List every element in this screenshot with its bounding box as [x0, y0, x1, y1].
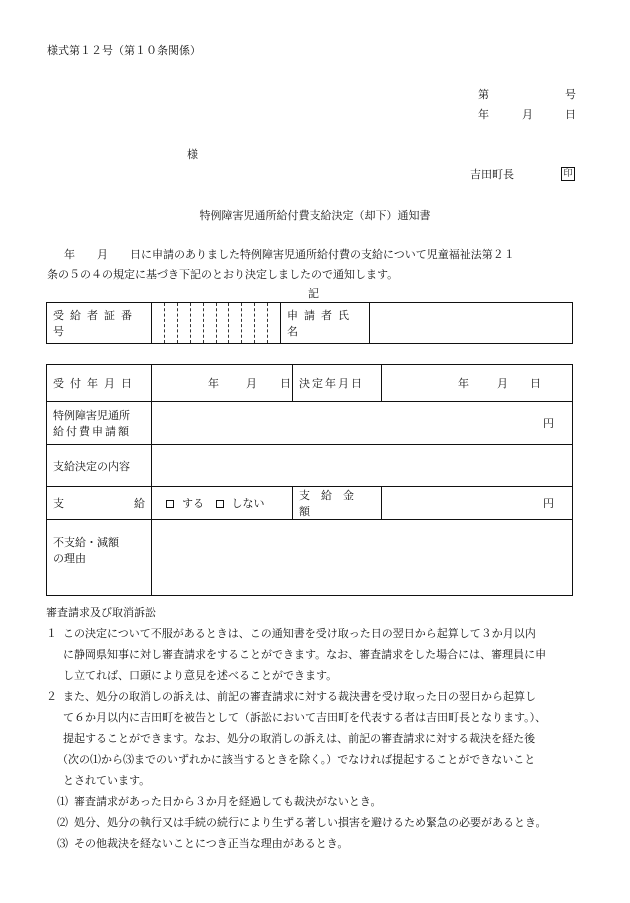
decision-date-field[interactable]: [382, 365, 573, 402]
appeal-item-1: ⑴ 審査請求があった日から３か月を経過しても裁決がないとき。: [57, 795, 382, 808]
appeal-p2-line-2: て６か月以内に吉田町を被告として（訴訟において吉田町を代表する者は吉田町長となります。）、: [63, 711, 547, 724]
ki-mark: 記: [308, 287, 319, 300]
received-date-label: 受付年月日: [47, 365, 152, 402]
yen-unit: 円: [543, 417, 554, 430]
issue-month: 月: [522, 108, 533, 121]
decision-content-label: 支給決定の内容: [47, 445, 152, 487]
number-prefix: 第: [478, 88, 489, 101]
payment-yes-checkbox[interactable]: [166, 500, 174, 508]
applicant-name-field[interactable]: [370, 303, 573, 344]
appeal-heading: 審査請求及び取消訴訟: [46, 606, 156, 619]
payment-label: 支 給: [47, 487, 152, 520]
payment-yes-label: する: [182, 497, 204, 510]
decision-month: 月: [497, 377, 508, 390]
received-date-field[interactable]: [152, 365, 293, 402]
decision-content-field[interactable]: [152, 445, 573, 487]
applicant-label: 申請者氏名: [281, 303, 370, 344]
addressee: 様: [187, 148, 198, 161]
claim-amount-label: 特例障害児通所 給付費申請額: [47, 402, 152, 445]
form-number: 様式第１２号（第１０条関係）: [47, 44, 201, 57]
appeal-item-3: ⑶ その他裁決を経ないことにつき正当な理由があるとき。: [57, 837, 349, 850]
number-suffix: 号: [565, 88, 576, 101]
appeal-p2-line-4: （次の⑴から⑶までのいずれかに該当するときを除く。）でなければ提起することができないこと: [57, 753, 536, 766]
recipient-no-field[interactable]: [152, 303, 281, 344]
appeal-p1-line-2: に静岡県知事に対し審査請求をすることができます。なお、審査請求をした場合には、審理員に申: [63, 648, 547, 661]
issuer-name: 吉田町長: [470, 168, 514, 181]
reason-field[interactable]: [152, 520, 573, 596]
payment-amount-field[interactable]: [382, 487, 573, 520]
issue-day: 日: [565, 108, 576, 121]
intro-line-1: 年 月 日に申請のありました特例障害児通所給付費の支給について児童福祉法第２１: [64, 248, 515, 261]
seal-mark: 印: [561, 167, 575, 181]
reason-label: 不支給・減額 の理由: [47, 520, 152, 596]
intro-text: [47, 245, 587, 285]
appeal-p2-line-5: とされています。: [63, 774, 151, 787]
appeal-notice: [46, 602, 596, 854]
appeal-item-2: ⑵ 処分、処分の執行又は手続の続行により生ずる著しい損害を避けるため緊急の必要があるとき。: [57, 816, 547, 829]
document-title: 特例障害児通所給付費支給決定（却下）通知書: [199, 209, 431, 222]
received-day: 日: [280, 377, 291, 390]
recipient-no-label: 受給者証番号: [47, 303, 152, 344]
payment-no-checkbox[interactable]: [216, 500, 224, 508]
yen-unit: 円: [543, 497, 554, 510]
claim-amount-field[interactable]: [152, 402, 573, 445]
recipient-table: [46, 302, 573, 344]
intro-line-2: 条の５の４の規定に基づき下記のとおり決定しましたので通知します。: [47, 268, 399, 281]
appeal-p2-line-3: 提起することができます。なお、処分の取消しの訴えは、前記の審査請求に対する裁決を経た後: [63, 732, 536, 745]
issue-year: 年: [478, 108, 489, 121]
payment-amount-label: 支給金額: [293, 487, 382, 520]
received-year: 年: [208, 377, 219, 390]
appeal-p2-line-1: ２ また、処分の取消しの訴えは、前記の審査請求に対する裁決書を受け取った日の翌日から起算し: [46, 690, 536, 703]
decision-date-label: 決定年月日: [293, 365, 382, 402]
decision-table: [46, 364, 573, 596]
payment-no-label: しない: [231, 497, 265, 510]
decision-year: 年: [458, 377, 469, 390]
decision-day: 日: [530, 377, 541, 390]
appeal-p1-line-1: １ この決定について不服があるときは、この通知書を受け取った日の翌日から起算して３か月以内: [46, 627, 536, 640]
received-month: 月: [246, 377, 257, 390]
appeal-p1-line-3: し立てれば、口頭により意見を述べることができます。: [63, 669, 338, 682]
payment-options: [152, 487, 293, 520]
